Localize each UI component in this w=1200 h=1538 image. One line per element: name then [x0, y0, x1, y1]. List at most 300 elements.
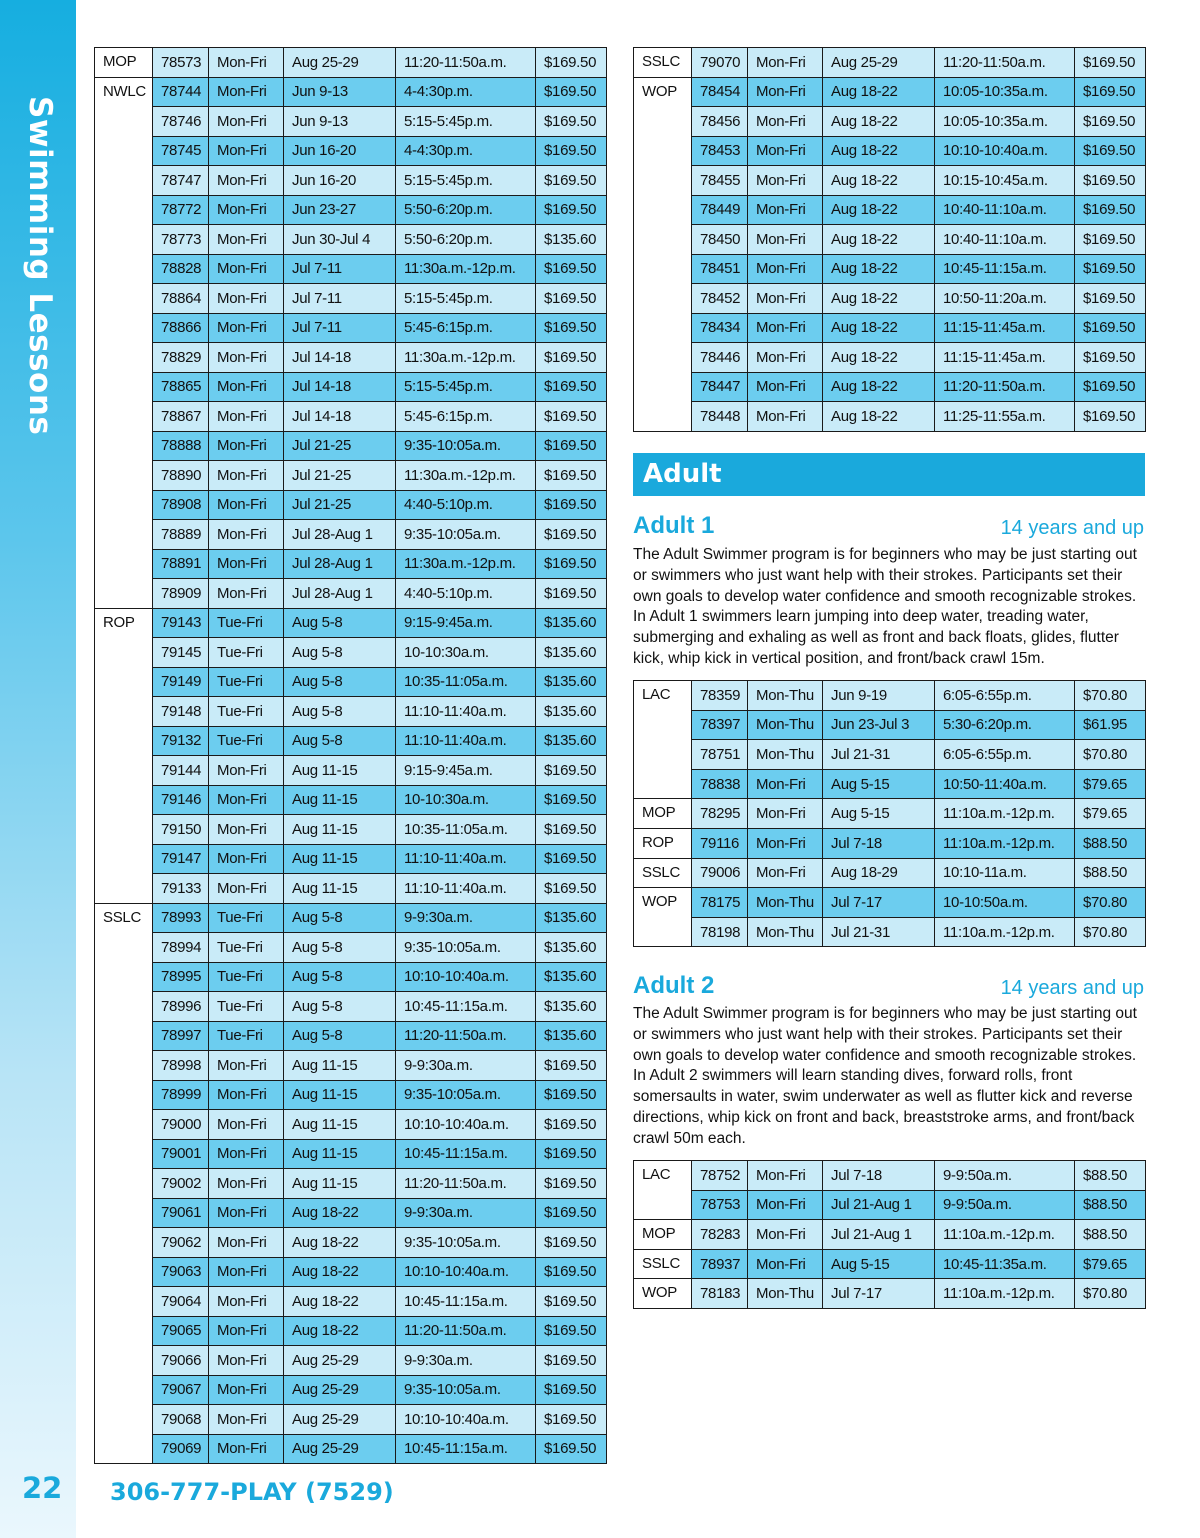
fee-cell: $135.60	[536, 992, 607, 1022]
table-row	[95, 874, 607, 904]
dates-cell: Jun 16-20	[284, 166, 396, 196]
time-cell: 10:45-11:15a.m.	[935, 254, 1075, 284]
dates-cell: Aug 25-29	[284, 1346, 396, 1376]
days-cell: Mon-Fri	[209, 1228, 284, 1258]
table-row	[634, 136, 1146, 166]
fee-cell: $169.50	[536, 136, 607, 166]
time-cell: 10:35-11:05a.m.	[396, 815, 536, 845]
dates-cell: Aug 18-22	[823, 107, 935, 137]
course-code-cell: 79061	[153, 1198, 209, 1228]
dates-cell: Jul 21-Aug 1	[823, 1190, 935, 1220]
course-code-cell: 79145	[153, 638, 209, 668]
dates-cell: Aug 11-15	[284, 756, 396, 786]
fee-cell: $88.50	[1075, 1220, 1146, 1250]
fee-cell: $79.65	[1075, 1249, 1146, 1279]
table-row	[95, 638, 607, 668]
time-cell: 5:50-6:20p.m.	[396, 225, 536, 255]
time-cell: 4-4:30p.m.	[396, 136, 536, 166]
course-code-cell: 78753	[692, 1190, 748, 1220]
course-code-cell: 78397	[692, 710, 748, 740]
days-cell: Tue-Fri	[209, 992, 284, 1022]
days-cell: Mon-Fri	[209, 490, 284, 520]
table-row	[95, 815, 607, 845]
course-code-cell: 79132	[153, 726, 209, 756]
dates-cell: Jul 21-Aug 1	[823, 1220, 935, 1250]
days-cell: Mon-Fri	[209, 1051, 284, 1081]
time-cell: 5:15-5:45p.m.	[396, 284, 536, 314]
fee-cell: $135.60	[536, 962, 607, 992]
course-code-cell: 79143	[153, 608, 209, 638]
table-row	[634, 828, 1146, 858]
time-cell: 10:45-11:35a.m.	[935, 1249, 1075, 1279]
course-code-cell: 78867	[153, 402, 209, 432]
fee-cell: $169.50	[1075, 225, 1146, 255]
time-cell: 9-9:30a.m.	[396, 1198, 536, 1228]
course-code-cell: 78447	[692, 372, 748, 402]
course-code-cell: 79066	[153, 1346, 209, 1376]
dates-cell: Aug 5-8	[284, 697, 396, 727]
days-cell: Mon-Fri	[748, 1161, 823, 1191]
dates-cell: Aug 18-22	[284, 1316, 396, 1346]
days-cell: Mon-Fri	[748, 769, 823, 799]
dates-cell: Aug 18-22	[284, 1257, 396, 1287]
table-row	[95, 1051, 607, 1081]
table-row	[95, 520, 607, 550]
days-cell: Tue-Fri	[209, 962, 284, 992]
days-cell: Mon-Fri	[209, 313, 284, 343]
course-code-cell: 78908	[153, 490, 209, 520]
dates-cell: Aug 5-8	[284, 962, 396, 992]
days-cell: Mon-Fri	[209, 1375, 284, 1405]
table-row	[634, 402, 1146, 432]
fee-cell: $169.50	[1075, 195, 1146, 225]
time-cell: 10-10:30a.m.	[396, 785, 536, 815]
dates-cell: Aug 18-22	[823, 372, 935, 402]
time-cell: 5:15-5:45p.m.	[396, 166, 536, 196]
course-code-cell: 78773	[153, 225, 209, 255]
days-cell: Mon-Fri	[209, 1434, 284, 1464]
time-cell: 5:15-5:45p.m.	[396, 107, 536, 137]
days-cell: Mon-Fri	[209, 195, 284, 225]
course-code-cell: 79144	[153, 756, 209, 786]
dates-cell: Aug 18-22	[823, 225, 935, 255]
adult2-description: The Adult Swimmer program is for beginners who may be just starting out or swimmers who just want help with their strokes. Participants set their own goals to develop water confidence and smooth recognizable strokes. In Adult 2 swimmers will learn standing dives, forward rolls, front somersaults in water, swim underwater as well as flutter kick and reverse directions, whip kick on front and back, breaststroke arms, and front/back crawl 50m each.	[633, 1005, 1137, 1147]
time-cell: 10:10-10:40a.m.	[935, 136, 1075, 166]
table-row	[95, 785, 607, 815]
course-code-cell: 79006	[692, 858, 748, 888]
table-row	[95, 431, 607, 461]
dates-cell: Jul 7-18	[823, 1161, 935, 1191]
dates-cell: Aug 25-29	[284, 1375, 396, 1405]
fee-cell: $79.65	[1075, 799, 1146, 829]
fee-cell: $169.50	[1075, 254, 1146, 284]
dates-cell: Jul 28-Aug 1	[284, 579, 396, 609]
dates-cell: Jul 21-31	[823, 917, 935, 947]
days-cell: Mon-Fri	[748, 48, 823, 78]
time-cell: 10:05-10:35a.m.	[935, 107, 1075, 137]
course-code-cell: 78866	[153, 313, 209, 343]
course-code-cell: 79070	[692, 48, 748, 78]
time-cell: 9-9:30a.m.	[396, 903, 536, 933]
table-row	[95, 962, 607, 992]
time-cell: 11:10a.m.-12p.m.	[935, 1220, 1075, 1250]
fee-cell: $169.50	[536, 77, 607, 107]
table-row	[95, 844, 607, 874]
days-cell: Tue-Fri	[209, 903, 284, 933]
table-row	[95, 225, 607, 255]
fee-cell: $169.50	[536, 1346, 607, 1376]
days-cell: Mon-Fri	[748, 77, 823, 107]
dates-cell: Aug 18-22	[284, 1228, 396, 1258]
adult1-schedule-table	[633, 680, 1146, 947]
fee-cell: $169.50	[536, 1228, 607, 1258]
time-cell: 4:40-5:10p.m.	[396, 490, 536, 520]
course-code-cell: 78747	[153, 166, 209, 196]
course-code-cell: 79149	[153, 667, 209, 697]
location-cell: MOP	[95, 48, 153, 78]
fee-cell: $169.50	[536, 549, 607, 579]
table-row	[95, 667, 607, 697]
course-code-cell: 79147	[153, 844, 209, 874]
fee-cell: $169.50	[536, 1287, 607, 1317]
course-code-cell: 78864	[153, 284, 209, 314]
course-code-cell: 78455	[692, 166, 748, 196]
fee-cell: $169.50	[536, 874, 607, 904]
dates-cell: Aug 18-22	[823, 313, 935, 343]
dates-cell: Jul 28-Aug 1	[284, 549, 396, 579]
days-cell: Mon-Fri	[209, 1346, 284, 1376]
fee-cell: $169.50	[536, 461, 607, 491]
days-cell: Mon-Fri	[748, 402, 823, 432]
time-cell: 11:25-11:55a.m.	[935, 402, 1075, 432]
course-code-cell: 79064	[153, 1287, 209, 1317]
course-code-cell: 79133	[153, 874, 209, 904]
location-cell: SSLC	[634, 858, 692, 888]
time-cell: 9-9:50a.m.	[935, 1190, 1075, 1220]
time-cell: 11:20-11:50a.m.	[396, 48, 536, 78]
dates-cell: Aug 25-29	[284, 48, 396, 78]
fee-cell: $169.50	[1075, 313, 1146, 343]
table-row	[634, 710, 1146, 740]
days-cell: Mon-Fri	[209, 1110, 284, 1140]
dates-cell: Jul 21-25	[284, 461, 396, 491]
course-code-cell: 78295	[692, 799, 748, 829]
table-row	[95, 1198, 607, 1228]
course-code-cell: 78449	[692, 195, 748, 225]
fee-cell: $169.50	[536, 1316, 607, 1346]
fee-cell: $70.80	[1075, 740, 1146, 770]
time-cell: 10:45-11:15a.m.	[396, 1287, 536, 1317]
table-row	[634, 107, 1146, 137]
table-row	[95, 1346, 607, 1376]
time-cell: 10:35-11:05a.m.	[396, 667, 536, 697]
time-cell: 11:30a.m.-12p.m.	[396, 461, 536, 491]
sidebar-title: Swimming Lessons	[22, 96, 58, 436]
course-code-cell: 78198	[692, 917, 748, 947]
time-cell: 9-9:30a.m.	[396, 1346, 536, 1376]
time-cell: 10:40-11:10a.m.	[935, 195, 1075, 225]
dates-cell: Aug 5-15	[823, 1249, 935, 1279]
fee-cell: $169.50	[536, 313, 607, 343]
course-code-cell: 79065	[153, 1316, 209, 1346]
dates-cell: Aug 18-22	[823, 77, 935, 107]
days-cell: Tue-Fri	[209, 638, 284, 668]
time-cell: 9-9:30a.m.	[396, 1051, 536, 1081]
course-code-cell: 78746	[153, 107, 209, 137]
time-cell: 11:20-11:50a.m.	[396, 1316, 536, 1346]
fee-cell: $169.50	[536, 1375, 607, 1405]
time-cell: 9:35-10:05a.m.	[396, 520, 536, 550]
time-cell: 10-10:30a.m.	[396, 638, 536, 668]
table-row	[95, 166, 607, 196]
time-cell: 11:15-11:45a.m.	[935, 343, 1075, 373]
course-code-cell: 78456	[692, 107, 748, 137]
days-cell: Mon-Fri	[209, 844, 284, 874]
table-row	[95, 402, 607, 432]
fee-cell: $169.50	[1075, 402, 1146, 432]
fee-cell: $169.50	[536, 431, 607, 461]
dates-cell: Aug 18-22	[823, 284, 935, 314]
course-code-cell: 78909	[153, 579, 209, 609]
adult2-age: 14 years and up	[1000, 977, 1144, 999]
time-cell: 11:30a.m.-12p.m.	[396, 549, 536, 579]
days-cell: Mon-Fri	[748, 858, 823, 888]
days-cell: Mon-Fri	[209, 1405, 284, 1435]
fee-cell: $169.50	[1075, 166, 1146, 196]
days-cell: Tue-Fri	[209, 933, 284, 963]
time-cell: 4-4:30p.m.	[396, 77, 536, 107]
dates-cell: Jul 7-11	[284, 254, 396, 284]
course-code-cell: 78751	[692, 740, 748, 770]
time-cell: 10:10-10:40a.m.	[396, 962, 536, 992]
table-row	[634, 917, 1146, 947]
table-row	[95, 903, 607, 933]
dates-cell: Aug 11-15	[284, 1139, 396, 1169]
table-row	[634, 1190, 1146, 1220]
dates-cell: Aug 11-15	[284, 1080, 396, 1110]
table-row	[634, 769, 1146, 799]
course-code-cell: 78752	[692, 1161, 748, 1191]
table-row	[634, 858, 1146, 888]
course-code-cell: 78888	[153, 431, 209, 461]
table-row	[95, 136, 607, 166]
course-code-cell: 78453	[692, 136, 748, 166]
time-cell: 11:10a.m.-12p.m.	[935, 799, 1075, 829]
fee-cell: $169.50	[536, 402, 607, 432]
course-code-cell: 78829	[153, 343, 209, 373]
time-cell: 10:15-10:45a.m.	[935, 166, 1075, 196]
adult2-schedule-table	[633, 1160, 1146, 1309]
dates-cell: Aug 11-15	[284, 1110, 396, 1140]
time-cell: 11:10a.m.-12p.m.	[935, 917, 1075, 947]
dates-cell: Aug 25-29	[284, 1434, 396, 1464]
fee-cell: $169.50	[536, 1405, 607, 1435]
adult2-title: Adult 2	[633, 972, 715, 999]
days-cell: Mon-Fri	[209, 520, 284, 550]
time-cell: 10:05-10:35a.m.	[935, 77, 1075, 107]
dates-cell: Aug 18-29	[823, 858, 935, 888]
table-row	[95, 1169, 607, 1199]
days-cell: Mon-Fri	[748, 136, 823, 166]
table-row	[95, 372, 607, 402]
adult1-title: Adult 1	[633, 512, 715, 539]
time-cell: 9:35-10:05a.m.	[396, 1228, 536, 1258]
fee-cell: $169.50	[536, 520, 607, 550]
days-cell: Mon-Fri	[209, 343, 284, 373]
location-cell: LAC	[634, 681, 692, 799]
dates-cell: Aug 5-15	[823, 799, 935, 829]
dates-cell: Jun 9-13	[284, 107, 396, 137]
days-cell: Mon-Fri	[209, 1287, 284, 1317]
time-cell: 10:40-11:10a.m.	[935, 225, 1075, 255]
table-row	[634, 225, 1146, 255]
location-cell: SSLC	[95, 903, 153, 1464]
dates-cell: Aug 18-22	[284, 1198, 396, 1228]
location-cell: SSLC	[634, 48, 692, 78]
time-cell: 9:15-9:45a.m.	[396, 756, 536, 786]
fee-cell: $79.65	[1075, 769, 1146, 799]
table-row	[95, 195, 607, 225]
days-cell: Mon-Fri	[748, 254, 823, 284]
course-code-cell: 79002	[153, 1169, 209, 1199]
course-code-cell: 79069	[153, 1434, 209, 1464]
adult1-age: 14 years and up	[1000, 517, 1144, 539]
days-cell: Mon-Fri	[748, 828, 823, 858]
time-cell: 11:30a.m.-12p.m.	[396, 343, 536, 373]
dates-cell: Aug 5-8	[284, 1021, 396, 1051]
fee-cell: $169.50	[536, 1110, 607, 1140]
fee-cell: $135.60	[536, 933, 607, 963]
time-cell: 11:10a.m.-12p.m.	[935, 828, 1075, 858]
fee-cell: $169.50	[1075, 284, 1146, 314]
page-number: 22	[22, 1471, 63, 1505]
location-cell: WOP	[634, 888, 692, 947]
dates-cell: Aug 18-22	[823, 136, 935, 166]
course-code-cell: 78452	[692, 284, 748, 314]
table-row	[95, 756, 607, 786]
fee-cell: $135.60	[536, 1021, 607, 1051]
dates-cell: Aug 11-15	[284, 1169, 396, 1199]
days-cell: Mon-Fri	[209, 166, 284, 196]
time-cell: 11:10-11:40a.m.	[396, 874, 536, 904]
dates-cell: Aug 18-22	[823, 195, 935, 225]
table-row	[634, 681, 1146, 711]
dates-cell: Aug 5-8	[284, 608, 396, 638]
fee-cell: $88.50	[1075, 1190, 1146, 1220]
dates-cell: Jul 21-25	[284, 490, 396, 520]
course-code-cell: 78865	[153, 372, 209, 402]
time-cell: 11:30a.m.-12p.m.	[396, 254, 536, 284]
dates-cell: Jul 14-18	[284, 372, 396, 402]
table-row	[634, 740, 1146, 770]
location-cell: ROP	[634, 828, 692, 858]
table-row	[634, 372, 1146, 402]
course-code-cell: 78993	[153, 903, 209, 933]
location-cell: MOP	[634, 799, 692, 829]
fee-cell: $70.80	[1075, 917, 1146, 947]
fee-cell: $135.60	[536, 667, 607, 697]
fee-cell: $169.50	[536, 166, 607, 196]
table-row	[95, 1139, 607, 1169]
fee-cell: $169.50	[1075, 343, 1146, 373]
course-code-cell: 78828	[153, 254, 209, 284]
dates-cell: Jun 23-27	[284, 195, 396, 225]
fee-cell: $169.50	[536, 284, 607, 314]
days-cell: Mon-Fri	[209, 756, 284, 786]
fee-cell: $88.50	[1075, 1161, 1146, 1191]
table-row	[95, 1405, 607, 1435]
table-row	[95, 1375, 607, 1405]
fee-cell: $135.60	[536, 608, 607, 638]
dates-cell: Jul 21-25	[284, 431, 396, 461]
location-cell: MOP	[634, 1220, 692, 1250]
dates-cell: Jul 7-11	[284, 284, 396, 314]
adult-section-heading: Adult	[633, 453, 1145, 496]
course-code-cell: 78450	[692, 225, 748, 255]
dates-cell: Aug 5-8	[284, 638, 396, 668]
days-cell: Mon-Fri	[209, 372, 284, 402]
course-code-cell: 78446	[692, 343, 748, 373]
course-code-cell: 78937	[692, 1249, 748, 1279]
table-row	[634, 1161, 1146, 1191]
time-cell: 10-10:50a.m.	[935, 888, 1075, 918]
fee-cell: $169.50	[536, 343, 607, 373]
days-cell: Mon-Fri	[748, 195, 823, 225]
course-code-cell: 79062	[153, 1228, 209, 1258]
location-cell: SSLC	[634, 1249, 692, 1279]
days-cell: Mon-Thu	[748, 740, 823, 770]
course-code-cell: 79150	[153, 815, 209, 845]
dates-cell: Aug 11-15	[284, 815, 396, 845]
fee-cell: $88.50	[1075, 828, 1146, 858]
course-code-cell: 78359	[692, 681, 748, 711]
time-cell: 11:10-11:40a.m.	[396, 697, 536, 727]
days-cell: Mon-Fri	[748, 107, 823, 137]
course-code-cell: 78175	[692, 888, 748, 918]
course-code-cell: 79001	[153, 1139, 209, 1169]
days-cell: Tue-Fri	[209, 697, 284, 727]
fee-cell: $169.50	[536, 107, 607, 137]
dates-cell: Aug 18-22	[284, 1287, 396, 1317]
fee-cell: $169.50	[536, 48, 607, 78]
dates-cell: Jul 14-18	[284, 402, 396, 432]
days-cell: Mon-Fri	[209, 579, 284, 609]
location-cell: NWLC	[95, 77, 153, 608]
fee-cell: $70.80	[1075, 1279, 1146, 1309]
fee-cell: $135.60	[536, 225, 607, 255]
time-cell: 5:30-6:20p.m.	[935, 710, 1075, 740]
fee-cell: $169.50	[536, 1139, 607, 1169]
dates-cell: Jul 28-Aug 1	[284, 520, 396, 550]
fee-cell: $135.60	[536, 697, 607, 727]
table-row	[95, 726, 607, 756]
table-row	[634, 1220, 1146, 1250]
course-code-cell: 78997	[153, 1021, 209, 1051]
dates-cell: Jun 16-20	[284, 136, 396, 166]
table-row	[634, 313, 1146, 343]
time-cell: 9:35-10:05a.m.	[396, 431, 536, 461]
location-cell: WOP	[634, 1279, 692, 1309]
dates-cell: Aug 11-15	[284, 1051, 396, 1081]
time-cell: 9-9:50a.m.	[935, 1161, 1075, 1191]
table-row	[95, 1228, 607, 1258]
fee-cell: $169.50	[1075, 136, 1146, 166]
table-row	[634, 166, 1146, 196]
table-row	[634, 284, 1146, 314]
time-cell: 10:10-10:40a.m.	[396, 1257, 536, 1287]
table-row	[95, 992, 607, 1022]
fee-cell: $169.50	[536, 1169, 607, 1199]
